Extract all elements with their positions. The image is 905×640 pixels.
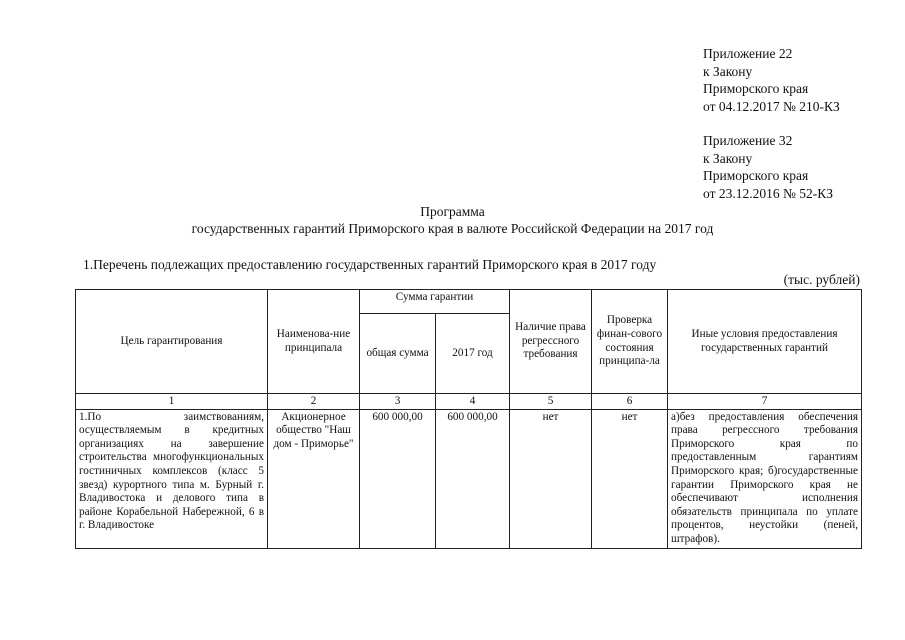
cell-check: нет — [592, 409, 668, 548]
cell-recourse: нет — [510, 409, 592, 548]
header-check: Проверка финан-сового состояния принципа-ла — [592, 290, 668, 394]
header-purpose: Цель гарантирования — [76, 290, 268, 394]
document-title: Программа — [420, 204, 485, 219]
appendix-line: от 23.12.2016 № 52-КЗ — [703, 185, 833, 201]
table-row — [76, 409, 862, 548]
column-number: 2 — [268, 394, 360, 410]
appendix-note-1 — [703, 45, 840, 115]
document-subtitle: государственных гарантий Приморского края в валюте Российской Федерации на 2017 год — [191, 221, 714, 236]
cell-other: а)без предоставления обеспечения права регрессного требования Приморского края по предоставленным гарантиям Приморского края; б)государственные гарантии Приморского края не обеспечивают исполнения обязательств принципала по уплате процентов, неустойки (пеней, штрафов). — [668, 409, 862, 548]
appendix-line: Приложение 22 — [703, 46, 793, 61]
cell-total: 600 000,00 — [360, 409, 436, 548]
column-number: 6 — [592, 394, 668, 410]
column-number: 7 — [668, 394, 862, 410]
appendix-line: Приморского края — [703, 168, 809, 183]
column-number: 3 — [360, 394, 436, 410]
header-total: общая сумма — [360, 314, 436, 394]
appendix-line: к Закону — [703, 63, 753, 79]
appendix-note-2 — [703, 132, 833, 202]
appendix-line: Приморского края — [703, 81, 809, 96]
units-label: (тыс. рублей) — [783, 272, 860, 287]
appendix-line: к Закону — [703, 150, 753, 166]
cell-principal: Акционерное общество "Наш дом - Приморье" — [268, 409, 360, 548]
appendix-line: Приложение 32 — [703, 133, 793, 148]
header-recourse: Наличие права регрессного требования — [510, 290, 592, 394]
cell-purpose: 1.По заимствованиям, осуществляемым в кредитных организациях на завершение строительства многофункциональных гостиничных комплексов (класс 5 звезд) курортного типа м. Бурный г. Владивостока и делового типа в районе Корабельной Набережной, 6 в г. Владивостоке — [76, 409, 268, 548]
guarantees-table — [75, 289, 862, 549]
appendix-line: от 04.12.2017 № 210-КЗ — [703, 98, 840, 114]
column-number: 4 — [436, 394, 510, 410]
header-year: 2017 год — [436, 314, 510, 394]
header-other: Иные условия предоставления государственных гарантий — [668, 290, 862, 394]
header-principal: Наименова-ние принципала — [268, 290, 360, 394]
column-number: 1 — [76, 394, 268, 410]
section-heading: 1.Перечень подлежащих предоставлению государственных гарантий Приморского края в 2017 году — [83, 257, 657, 272]
header-sum-group: Сумма гарантии — [360, 290, 510, 314]
cell-year: 600 000,00 — [436, 409, 510, 548]
column-number: 5 — [510, 394, 592, 410]
